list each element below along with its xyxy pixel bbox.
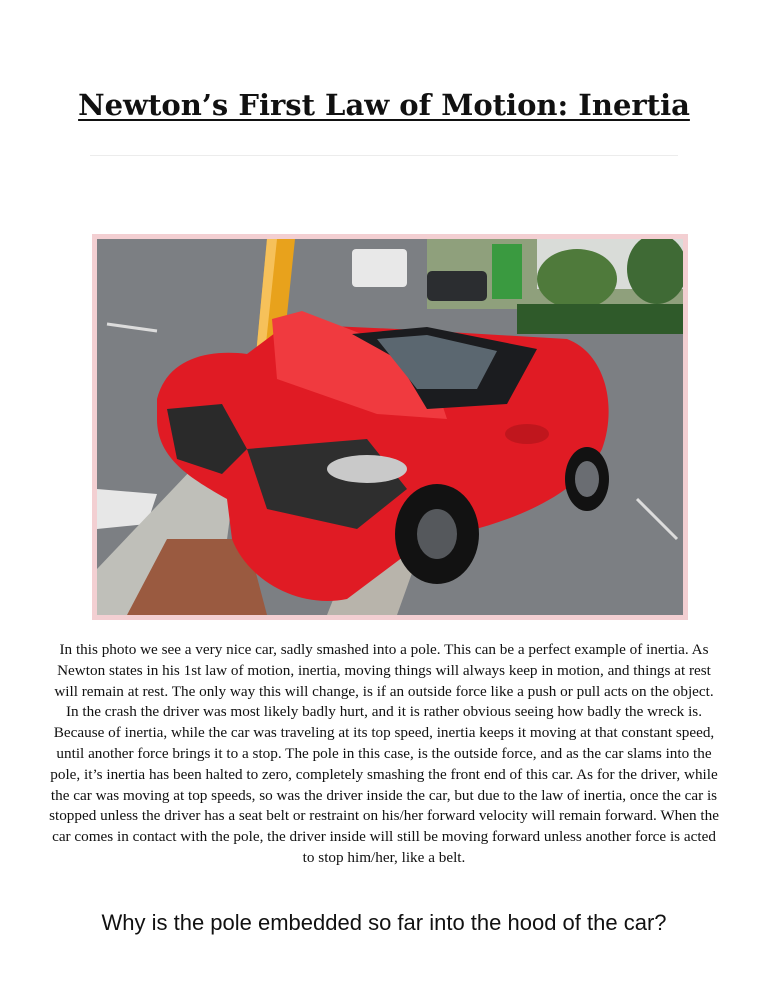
divider <box>90 155 678 156</box>
page-title: Newton’s First Law of Motion: Inertia <box>78 88 690 122</box>
crash-photo <box>97 239 683 615</box>
photo-frame <box>92 234 688 620</box>
body-paragraph: In this photo we see a very nice car, sadly smashed into a pole. This can be a perfect example of inertia. As Newton states in his 1st law of motion, inertia, moving things will always keep in motion, and things at rest will remain at rest. The only way this will change, is if an outside force like a push or pull acts on the object. In the crash the driver was most likely badly hurt, and it is rather obvious seeing how badly the wreck is. Because of inertia, while the car was traveling at its top speed, inertia keeps it moving at that constant speed, until another force brings it to a stop. The pole in this case, is the outside force, and as the car slams into the pole, it’s inertia has been halted to zero, completely smashing the front end of this car. As for the driver, while the car was moving at top speeds, so was the driver inside the car, but due to the law of inertia, once the car is stopped unless the driver has a seat belt or restraint on his/her forward velocity will remain forward. When the car comes in contact with the pole, the driver inside will still be moving forward unless another force is acted to stop him/her, like a belt. <box>49 641 719 866</box>
question-heading: Why is the pole embedded so far into the hood of the car? <box>101 910 667 935</box>
